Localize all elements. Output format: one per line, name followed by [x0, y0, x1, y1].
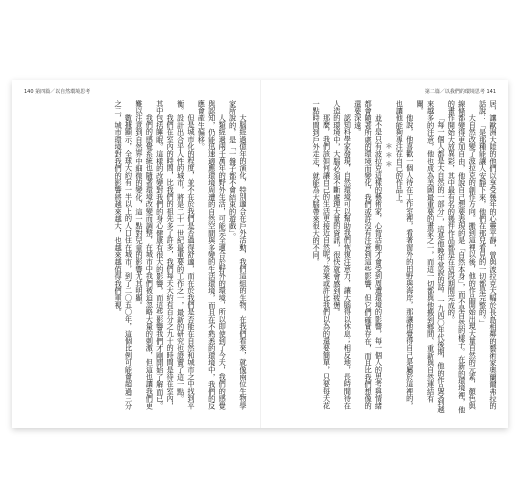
- left-paragraph: 但是城市化的程度，並不在於我們是否過得舒適，而在於我們是否能在自然和城市之中找到平衡。設計出合乎人性的城市，將是二十一世紀最重要的工作之一，最新的研究也證實了這一點。: [176, 100, 196, 410]
- right-page-header: 第二篇／以我們的環境思考 141: [424, 89, 496, 95]
- right-paragraph: 「每一個人都是大自然的一部分」，這是他晚年常說的話。一九四〇年代後期，他的作品受到越來越多的注意，他也成為美國最重要的畫家之一，而這一切都與他搬到鄉間、重新與自然連結有關。: [416, 100, 446, 414]
- left-paragraph: 數據顯示，全球大約有一半以上的人口住在城市，到了二〇五〇年，這個比例可能會超過三分之二，城市環境對我們的影響將越來越大，也越來越值得我們重視。: [114, 100, 134, 410]
- left-page: [12, 80, 260, 428]
- right-paragraph: 居，讓歐洲大陸的他們以享受幾年的心靈平靜，曾與波拉克大幅於長島相鄰的藝術家奧蘭爾弗拉的話說：「是那種能讓人安靜下來，他們在那兒看見的一切都是完整的。」: [478, 100, 498, 410]
- right-page: [260, 80, 508, 428]
- left-paragraph: 大腦經過億年的演化，特別適合在戶外活動，我們這組的生物，在我們看來，就像兩位生物學家所說的，是「一盤子都不會結束的遊戲」。: [228, 100, 248, 410]
- right-paragraph: 認知科學家發現，自然環境可以幫助我們恢復注意力，讓大腦得以休息；相反地，長時間待在人造的環境中，大腦必須不斷處理大量的資訊，很快就會感到疲憊。: [332, 100, 353, 410]
- left-paragraph: 人類經過兩千萬年的野外生活，可能完全適合於野外的環境，所以即使到了今天，我們的感覺與認知，仍能迅速適應環境周遭的自然空間與多變的生活環境，而且在不熟悉的環境中，我們的反應會產生偏移。: [197, 100, 228, 410]
- right-page-body: [272, 100, 498, 416]
- left-paragraph: 我們在室內的時間，比我們的祖先多了許多，我們每天大約有百分之九十的時間是待在室內，其中包括睡眠。這樣的改變對我們的身心健康有很大的影響，而這些影響我們才剛開始了解而已。: [155, 100, 176, 410]
- left-page-header: 140 第四篇／以自然環境思考: [24, 89, 91, 95]
- left-page-body: [24, 100, 248, 416]
- right-paragraph: 大自然改變了波拉克的創作方向。搬到這裡以後，他的作品開始出現大量自然的元素，顏色與線條都變得更加自由，他說自己想要表現的是「自然本身」，而不是自然的樣子。在新的環境裡，他的畫作開始大放異彩，其中最有名的幾件作品都是在這段期間完成的。: [447, 100, 478, 414]
- section-break-mark: ＊＊＊: [384, 142, 394, 170]
- book-spread: [12, 80, 508, 428]
- right-paragraph: 那麼，我們該如何讓自己的生活更接近自然呢？答案或許比我們以為的還要簡單，只要每天花一點時間到戶外走走，就能為大腦帶來很大的不同。: [312, 100, 332, 410]
- left-paragraph: 我們的感覺系統也隨著環境改變而調整，在城市中我們被迫忽略大量的刺激，但這也讓我們更難以注意到自然界中細微的變化，這一點對兒童的影響尤其明顯。: [134, 100, 155, 410]
- right-paragraph: 並不是只有波拉克這樣的藝術家，心智活動才會受到周遭環境的影響，每一個人的思考與情緒都會隨著所處的環境而變化，我們或許沒有注意到這些影響，但它們確實存在，而且比我們想像的還要深遠。: [353, 100, 384, 410]
- right-paragraph: 他說，他喜歡一個人待在工作室裡，看著窗外的田野與海岸，那讓他覺得自己是屬於這裡的，也讓他能夠專注在自己的作品上。: [395, 100, 415, 410]
